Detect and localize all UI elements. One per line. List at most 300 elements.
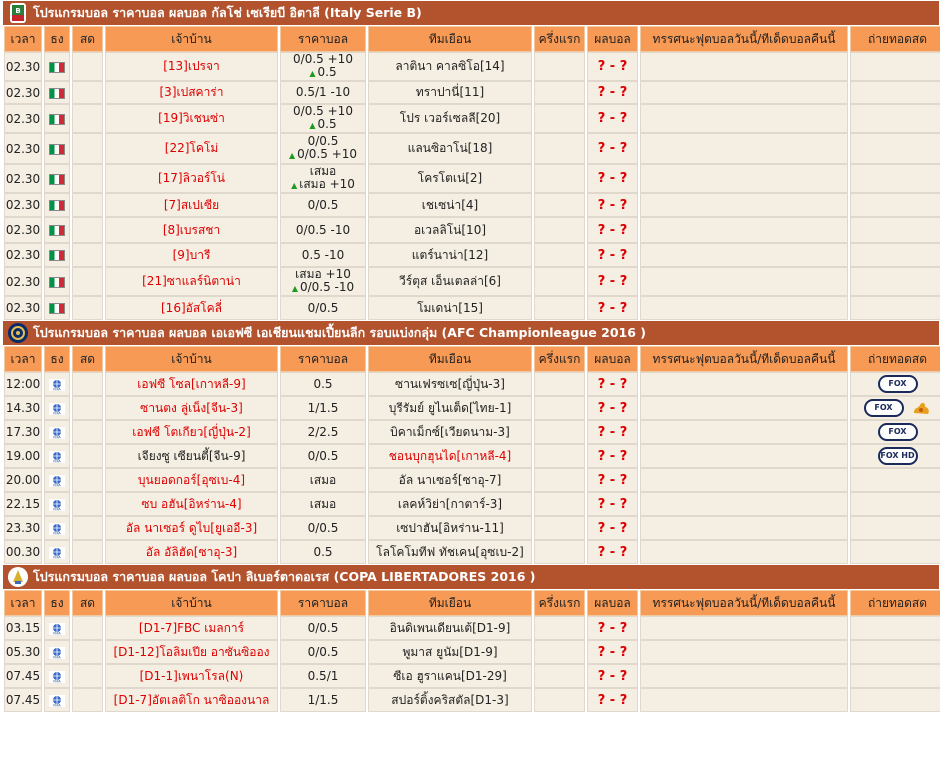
result-score: ? - ? — [587, 664, 638, 688]
odds-line: 0/0.5 — [307, 620, 339, 635]
col-flag-header: ธง — [44, 346, 70, 372]
tips-cell — [640, 444, 848, 468]
odds-line: 0.5 — [313, 544, 333, 559]
tv-cell — [850, 243, 940, 267]
col-tv-header: ถ่ายทอดสด — [850, 590, 940, 616]
result-score: ? - ? — [587, 516, 638, 540]
flag-cell — [44, 133, 70, 164]
match-row — [4, 164, 940, 193]
kickoff-time: 20.00 — [4, 468, 42, 492]
italy-flag-icon — [49, 174, 65, 185]
odds-line: 0.5 -10 — [301, 247, 345, 262]
odds-value: 0.5 — [317, 117, 337, 131]
kickoff-time: 02.30 — [4, 193, 42, 217]
kickoff-time: 22.15 — [4, 492, 42, 516]
home-team-link[interactable]: [22]โคโม่ — [105, 133, 278, 164]
col-odds-header: ราคาบอล — [280, 346, 366, 372]
tips-cell — [640, 372, 848, 396]
col-away-header: ทีมเยือน — [368, 590, 532, 616]
flag-cell — [44, 243, 70, 267]
tips-cell — [640, 164, 848, 193]
match-row — [4, 420, 940, 444]
match-row — [4, 688, 940, 712]
col-result-header: ผลบอล — [587, 26, 638, 52]
fixtures-table — [2, 590, 940, 712]
italy-flag-icon — [49, 250, 65, 261]
home-team-link[interactable]: เจียงซู เซียนตี้[จีน-9] — [105, 444, 278, 468]
svg-text:FIFA: FIFA — [53, 531, 61, 535]
tv-cell — [850, 217, 940, 243]
col-tv-header: ถ่ายทอดสด — [850, 346, 940, 372]
match-row — [4, 243, 940, 267]
italy-flag-icon — [49, 225, 65, 236]
home-team-link[interactable]: [21]ซาแลร์นิตาน่า — [105, 267, 278, 296]
home-team-link[interactable]: [19]วิเชนซ่า — [105, 104, 278, 133]
fox-sports-logo-icon[interactable]: FOX — [878, 423, 918, 441]
live-cell — [72, 193, 103, 217]
fifa-icon — [49, 645, 65, 659]
col-odds-header: ราคาบอล — [280, 590, 366, 616]
kickoff-time: 07.45 — [4, 664, 42, 688]
home-team-link[interactable]: ซานตง ลู่เน็ง[จีน-3] — [105, 396, 278, 420]
halftime-score — [534, 267, 585, 296]
match-row — [4, 296, 940, 320]
league-header — [2, 320, 940, 346]
tips-cell — [640, 664, 848, 688]
result-score: ? - ? — [587, 81, 638, 104]
col-time-header: เวลา — [4, 590, 42, 616]
tips-cell — [640, 296, 848, 320]
away-team: สปอร์ติ้งคริสตัล[D1-3] — [368, 688, 532, 712]
kickoff-time: 12:00 — [4, 372, 42, 396]
odds-line: 1/1.5 — [307, 692, 339, 707]
result-score: ? - ? — [587, 133, 638, 164]
live-cell — [72, 372, 103, 396]
flag-cell — [44, 516, 70, 540]
handicap-odds — [280, 420, 366, 444]
kickoff-time: 07.45 — [4, 688, 42, 712]
fox-sports-logo-icon[interactable]: FOX — [878, 375, 918, 393]
fifa-icon — [49, 669, 65, 683]
svg-text:FIFA: FIFA — [53, 555, 61, 559]
match-row — [4, 516, 940, 540]
handicap-odds — [280, 664, 366, 688]
kickoff-time: 19.00 — [4, 444, 42, 468]
svg-text:FIFA: FIFA — [53, 631, 61, 635]
tv-cell — [850, 688, 940, 712]
odds-line: 0/0.5 +10 — [293, 104, 353, 118]
home-team-link[interactable]: อัล อัลิฮัด[ซาอุ-3] — [105, 540, 278, 564]
svg-text:FIFA: FIFA — [53, 703, 61, 707]
italy-flag-icon — [49, 114, 65, 125]
italy-flag-icon — [49, 303, 65, 314]
odds-line — [281, 118, 365, 132]
handicap-odds — [280, 296, 366, 320]
handicap-odds — [280, 133, 366, 164]
home-team-link[interactable]: ซบ อฮัน[อิหร่าน-4] — [105, 492, 278, 516]
italy-flag-icon — [49, 62, 65, 73]
tv-cell — [850, 468, 940, 492]
odds-line: 0.5/1 -10 — [295, 85, 351, 99]
live-cell — [72, 164, 103, 193]
home-team-link[interactable]: อัล นาเซอร์ ดูไบ[ยูเออี-3] — [105, 516, 278, 540]
live-cell — [72, 133, 103, 164]
away-team: โลโคโมทีฟ ทัชเคน[อุซเบ-2] — [368, 540, 532, 564]
live-cell — [72, 492, 103, 516]
home-team-link[interactable]: เอฟซี โซล[เกาหลี-9] — [105, 372, 278, 396]
italy-flag-icon — [49, 88, 65, 99]
handicap-odds — [280, 81, 366, 104]
odds-line: 0/0.5 — [307, 520, 339, 535]
kickoff-time: 00.30 — [4, 540, 42, 564]
svg-text:FIFA: FIFA — [53, 411, 61, 415]
halftime-score — [534, 164, 585, 193]
match-row — [4, 396, 940, 420]
kickoff-time: 02.30 — [4, 217, 42, 243]
flag-cell — [44, 193, 70, 217]
home-team-link[interactable]: [7]สเปเซีย — [105, 193, 278, 217]
match-row — [4, 104, 940, 133]
flag-cell — [44, 396, 70, 420]
halftime-score — [534, 52, 585, 81]
halftime-score — [534, 664, 585, 688]
flag-cell — [44, 372, 70, 396]
odds-line — [281, 178, 365, 192]
tv-cell — [850, 104, 940, 133]
header-row — [4, 26, 940, 52]
tv-cell — [850, 193, 940, 217]
italy-flag-icon — [49, 200, 65, 211]
away-team: โมเดน่า[15] — [368, 296, 532, 320]
live-cell — [72, 616, 103, 640]
away-team: แตร์นาน่า[12] — [368, 243, 532, 267]
halftime-score — [534, 372, 585, 396]
odds-line: 0.5/1 — [307, 668, 339, 683]
kickoff-time: 02.30 — [4, 243, 42, 267]
live-cell — [72, 444, 103, 468]
italy-flag-icon — [49, 144, 65, 155]
flag-cell — [44, 267, 70, 296]
tips-cell — [640, 688, 848, 712]
tips-cell — [640, 616, 848, 640]
match-row — [4, 372, 940, 396]
svg-text:FIFA: FIFA — [53, 435, 61, 439]
fixtures-table — [2, 346, 940, 564]
col-tv-header: ถ่ายทอดสด — [850, 26, 940, 52]
halftime-score — [534, 516, 585, 540]
handicap-odds — [280, 164, 366, 193]
away-team: เชเซน่า[4] — [368, 193, 532, 217]
col-home-header: เจ้าบ้าน — [105, 590, 278, 616]
tv-cell — [850, 296, 940, 320]
fox-sports-logo-icon[interactable]: FOX — [864, 399, 904, 417]
live-cell — [72, 540, 103, 564]
tv-cell — [850, 444, 940, 468]
fox-sports-logo-icon[interactable]: FOX HD — [878, 447, 918, 465]
col-tips-header: ทรรศนะฟุตบอลวันนี้/ทีเด็ดบอลคืนนี้ — [640, 346, 848, 372]
odds-line: 0/0.5 -10 — [295, 222, 351, 237]
halftime-score — [534, 296, 585, 320]
handicap-odds — [280, 468, 366, 492]
away-team: ซานเฟรซเซ[ญี่ปุ่น-3] — [368, 372, 532, 396]
match-row — [4, 664, 940, 688]
flag-cell — [44, 104, 70, 133]
flag-cell — [44, 492, 70, 516]
fixtures-page — [2, 0, 940, 712]
away-team: เลคห์วิย่า[กาตาร์-3] — [368, 492, 532, 516]
serie-b-icon — [7, 2, 29, 24]
fifa-icon — [49, 377, 65, 391]
handicap-odds — [280, 52, 366, 81]
result-score: ? - ? — [587, 267, 638, 296]
match-row — [4, 217, 940, 243]
kickoff-time: 03.15 — [4, 616, 42, 640]
home-team-link[interactable]: [D1-7]อัตเลติโก นาซิอองนาล — [105, 688, 278, 712]
tv-cell — [850, 81, 940, 104]
up-arrow-icon: ▲ — [309, 121, 316, 130]
away-team: บิคาเม็กซ์[เวียดนาม-3] — [368, 420, 532, 444]
match-row — [4, 267, 940, 296]
col-tips-header: ทรรศนะฟุตบอลวันนี้/ทีเด็ดบอลคืนนี้ — [640, 26, 848, 52]
tips-cell — [640, 468, 848, 492]
tv-cell — [850, 616, 940, 640]
handicap-odds — [280, 492, 366, 516]
svg-text:FIFA: FIFA — [53, 483, 61, 487]
live-cell — [72, 52, 103, 81]
tv-cell — [850, 640, 940, 664]
flag-cell — [44, 217, 70, 243]
handicap-odds — [280, 396, 366, 420]
tips-cell — [640, 267, 848, 296]
tips-cell — [640, 420, 848, 444]
tips-cell — [640, 81, 848, 104]
odds-value: 0.5 — [317, 65, 337, 79]
italy-flag-icon — [49, 277, 65, 288]
live-cell — [72, 640, 103, 664]
flag-cell — [44, 640, 70, 664]
away-team: พูมาส ยูนัม[D1-9] — [368, 640, 532, 664]
live-cell — [72, 468, 103, 492]
match-row — [4, 52, 940, 81]
handicap-odds — [280, 616, 366, 640]
odds-line: 0/0.5 +10 — [293, 52, 353, 66]
halftime-score — [534, 540, 585, 564]
flag-cell — [44, 52, 70, 81]
tv-cell — [850, 420, 940, 444]
odds-line: เสมอ — [309, 472, 337, 487]
live-cell — [72, 688, 103, 712]
channel-logo-icon[interactable] — [912, 399, 932, 417]
halftime-score — [534, 444, 585, 468]
away-team: อินดิเพนเดียนเต้[D1-9] — [368, 616, 532, 640]
halftime-score — [534, 243, 585, 267]
result-score: ? - ? — [587, 420, 638, 444]
match-row — [4, 640, 940, 664]
flag-cell — [44, 540, 70, 564]
tv-cell — [850, 372, 940, 396]
handicap-odds — [280, 640, 366, 664]
halftime-score — [534, 193, 585, 217]
col-halftime-header: ครึ่งแรก — [534, 590, 585, 616]
halftime-score — [534, 492, 585, 516]
match-row — [4, 444, 940, 468]
league-title: โปรแกรมบอล ราคาบอล ผลบอล กัลโช่ เซเรียบี อิตาลี (Italy Serie B) — [33, 5, 422, 20]
col-away-header: ทีมเยือน — [368, 26, 532, 52]
col-halftime-header: ครึ่งแรก — [534, 26, 585, 52]
up-arrow-icon: ▲ — [291, 181, 298, 190]
live-cell — [72, 81, 103, 104]
away-team: บุรีรัมย์ ยูไนเต็ด[ไทย-1] — [368, 396, 532, 420]
odds-line — [281, 148, 365, 162]
live-cell — [72, 396, 103, 420]
svg-text:FIFA: FIFA — [53, 679, 61, 683]
league-header — [2, 564, 940, 590]
col-result-header: ผลบอล — [587, 346, 638, 372]
odds-line: 0/0.5 — [307, 134, 339, 148]
fifa-icon — [49, 401, 65, 415]
flag-cell — [44, 296, 70, 320]
home-team-link[interactable]: [16]อัสโคลี่ — [105, 296, 278, 320]
header-row — [4, 590, 940, 616]
odds-value: 0/0.5 +10 — [297, 147, 358, 161]
league-title: โปรแกรมบอล ราคาบอล ผลบอล เอเอฟซี เอเชียนแชมเปี้ยนลีก รอบแบ่งกลุ่ม (AFC Championleague 2016 ) — [33, 325, 646, 340]
tv-cell — [850, 52, 940, 81]
flag-cell — [44, 468, 70, 492]
tips-cell — [640, 540, 848, 564]
handicap-odds — [280, 193, 366, 217]
result-score: ? - ? — [587, 164, 638, 193]
tv-cell — [850, 396, 940, 420]
live-cell — [72, 243, 103, 267]
result-score: ? - ? — [587, 217, 638, 243]
fixtures-table — [2, 26, 940, 320]
handicap-odds — [280, 243, 366, 267]
svg-text:FIFA: FIFA — [53, 459, 61, 463]
tips-cell — [640, 492, 848, 516]
halftime-score — [534, 616, 585, 640]
result-score: ? - ? — [587, 396, 638, 420]
live-cell — [72, 420, 103, 444]
odds-line: 0/0.5 — [307, 448, 339, 463]
result-score: ? - ? — [587, 372, 638, 396]
odds-line: 0.5 — [313, 376, 333, 391]
halftime-score — [534, 640, 585, 664]
match-row — [4, 81, 940, 104]
odds-value: เสมอ +10 — [299, 177, 355, 191]
kickoff-time: 02.30 — [4, 81, 42, 104]
col-tips-header: ทรรศนะฟุตบอลวันนี้/ทีเด็ดบอลคืนนี้ — [640, 590, 848, 616]
odds-value: 0/0.5 -10 — [299, 280, 355, 294]
match-row — [4, 133, 940, 164]
up-arrow-icon: ▲ — [309, 69, 316, 78]
tips-cell — [640, 640, 848, 664]
home-team-link[interactable]: [3]เปสคาร่า — [105, 81, 278, 104]
afc-champions-league-icon — [7, 322, 29, 344]
handicap-odds — [280, 267, 366, 296]
home-team-link[interactable]: บุนยอดกอร์[อุซเบ-4] — [105, 468, 278, 492]
result-score: ? - ? — [587, 296, 638, 320]
fifa-icon — [49, 621, 65, 635]
home-team-link[interactable]: [8]เบรสชา — [105, 217, 278, 243]
kickoff-time: 02.30 — [4, 133, 42, 164]
odds-line: เสมอ — [309, 496, 337, 511]
away-team: วีร์ตุส เอ็นเตลล่า[6] — [368, 267, 532, 296]
halftime-score — [534, 81, 585, 104]
kickoff-time: 02.30 — [4, 104, 42, 133]
header-row — [4, 346, 940, 372]
home-team-link[interactable]: [9]บารี — [105, 243, 278, 267]
league-title: โปรแกรมบอล ราคาบอล ผลบอล โคปา ลิเบอร์ตาดอเรส (COPA LIBERTADORES 2016 ) — [33, 569, 536, 584]
result-score: ? - ? — [587, 640, 638, 664]
odds-line: 1/1.5 — [307, 400, 339, 415]
tv-cell — [850, 267, 940, 296]
fifa-icon — [49, 521, 65, 535]
away-team: แลนซิอาโน่[18] — [368, 133, 532, 164]
kickoff-time: 02.30 — [4, 296, 42, 320]
svg-text:FIFA: FIFA — [53, 387, 61, 391]
home-team-link[interactable]: [D1-12]โอลิมเปีย อาซันซิออง — [105, 640, 278, 664]
tips-cell — [640, 133, 848, 164]
away-team: เซปาฮัน[อิหร่าน-11] — [368, 516, 532, 540]
halftime-score — [534, 468, 585, 492]
svg-text:B: B — [15, 7, 21, 15]
fifa-icon — [49, 545, 65, 559]
result-score: ? - ? — [587, 468, 638, 492]
col-halftime-header: ครึ่งแรก — [534, 346, 585, 372]
odds-line — [281, 281, 365, 295]
tv-cell — [850, 664, 940, 688]
home-team-link[interactable]: [17]ลิวอร์โน่ — [105, 164, 278, 193]
tv-cell — [850, 164, 940, 193]
flag-cell — [44, 616, 70, 640]
home-team-link[interactable]: [13]เปรจา — [105, 52, 278, 81]
match-row — [4, 616, 940, 640]
away-team: อเวลลิโน่[10] — [368, 217, 532, 243]
odds-line: 0/0.5 — [307, 644, 339, 659]
col-time-header: เวลา — [4, 346, 42, 372]
fifa-icon — [49, 693, 65, 707]
fifa-icon — [49, 449, 65, 463]
tips-cell — [640, 516, 848, 540]
flag-cell — [44, 420, 70, 444]
col-away-header: ทีมเยือน — [368, 346, 532, 372]
handicap-odds — [280, 444, 366, 468]
odds-line: 0/0.5 — [307, 197, 339, 212]
fifa-icon — [49, 425, 65, 439]
away-team: โปร เวอร์เซลลี[20] — [368, 104, 532, 133]
away-team: ซีเอ ฮูราแคน[D1-29] — [368, 664, 532, 688]
result-score: ? - ? — [587, 104, 638, 133]
live-cell — [72, 296, 103, 320]
odds-line: เสมอ — [309, 164, 337, 178]
col-live-header: สด — [72, 26, 103, 52]
tips-cell — [640, 217, 848, 243]
tv-cell — [850, 516, 940, 540]
home-team-link[interactable]: เอฟซี โตเกียว[ญี่ปุ่น-2] — [105, 420, 278, 444]
svg-text:FIFA: FIFA — [53, 507, 61, 511]
halftime-score — [534, 104, 585, 133]
home-team-link[interactable]: [D1-1]เพนาโรล(N) — [105, 664, 278, 688]
flag-cell — [44, 164, 70, 193]
halftime-score — [534, 420, 585, 444]
live-cell — [72, 664, 103, 688]
league-header — [2, 0, 940, 26]
away-team: ชอนบุกฮุนได[เกาหลี-4] — [368, 444, 532, 468]
kickoff-time: 02.30 — [4, 52, 42, 81]
home-team-link[interactable]: [D1-7]FBC เมลการ์ — [105, 616, 278, 640]
fifa-icon — [49, 473, 65, 487]
halftime-score — [534, 217, 585, 243]
